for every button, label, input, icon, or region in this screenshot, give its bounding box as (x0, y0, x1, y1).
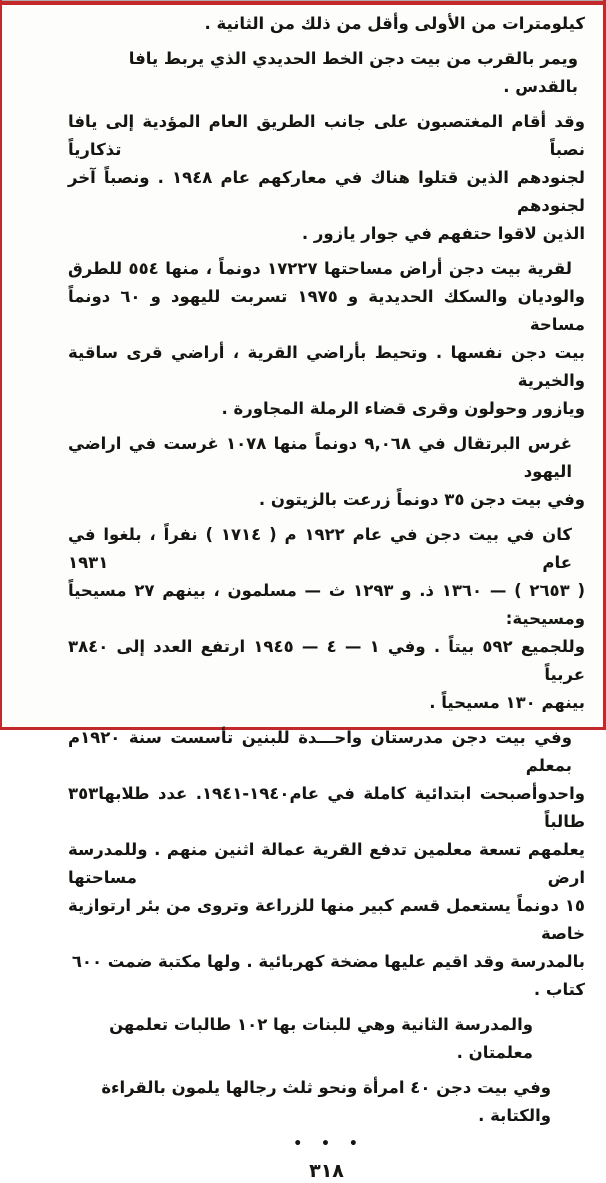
text-line: بينهم ١٣٠ مسيحياً . (429, 693, 585, 712)
paragraph (68, 1011, 585, 1067)
page-body (2, 5, 603, 1183)
text-line: ويازور وحولون وقرى قضاء الرملة المجاورة . (221, 399, 585, 418)
paragraph (68, 255, 585, 423)
text-line: ويمر بالقرب من بيت دجن الخط الحديدي الذي يربط يافا بالقدس . (128, 49, 578, 96)
text-line: وفي بيت دجن ٤٠ امرأة ونحو ثلث رجالها يلمون بالقراءة والكتابة . (101, 1078, 551, 1125)
paragraph (68, 10, 585, 38)
text-line: كيلومترات من الأولى وأقل من ذلك من الثانية . (204, 14, 585, 33)
paragraph (68, 108, 585, 248)
section-separator-dots: • • • (293, 1136, 360, 1152)
text-line: بالمدرسة وقد اقيم عليها مضخة كهربائية . ولها مكتبة ضمت ٦٠٠ كتاب . (71, 952, 585, 999)
paragraph (68, 521, 585, 717)
text-line: ١٥ دونماً يستعمل قسم كبير منها للزراعة وتروى من بئر ارتوازية خاصة (68, 896, 585, 943)
paragraph (68, 1074, 585, 1130)
text-line: غرس البرتقال في ٩,٠٦٨ دونماً منها ١٠٧٨ غرست في اراضي اليهود (68, 434, 573, 481)
text-line: كان في بيت دجن في عام ١٩٢٢ م ( ١٧١٤ ) نفراً ، بلغوا في عام ١٩٣١ (68, 525, 573, 572)
text-line: الذين لاقوا حتفهم في جوار يازور . (301, 224, 585, 243)
paragraph (68, 430, 585, 514)
paragraph (68, 45, 585, 101)
text-line: يعلمهم تسعة معلمين تدفع القرية عمالة اثنين منهم . وللمدرسة ارض مساحتها (68, 840, 585, 887)
paragraph (68, 724, 585, 1004)
text-line: والوديان والسكك الحديدية و ١٩٧٥ تسربت لليهود و ٦٠ دونماً مساحة (68, 287, 585, 334)
text-line: لقرية بيت دجن أراض مساحتها ١٧٢٢٧ دونماً ، منها ٥٥٤ للطرق (68, 259, 572, 278)
text-line: واحدوأصبحت ابتدائية كاملة في عام١٩٤٠-١٩٤١. عدد طلابها٣٥٣ طالباً (68, 784, 585, 831)
text-line: وفي بيت دجن مدرستان واحـــدة للبنين تأسست سنة ١٩٢٠م بمعلم (68, 728, 572, 775)
text-line: بيت دجن نفسها . وتحيط بأراضي القرية ، أراضي قرى ساقية والخيرية (68, 343, 585, 390)
text-line: لجنودهم الذين قتلوا هناك في معاركهم عام ١٩٤٨ . ونصباً آخر لجنودهم (68, 168, 585, 215)
page-number: ٣١٨ (309, 1160, 344, 1182)
text-line: وقد أقام المغتصبون على جانب الطريق العام المؤدية إلى يافا نصباً تذكارياً (68, 112, 585, 159)
text-line: وللجميع ٥٩٢ بيتاً . وفي ١ — ٤ — ١٩٤٥ ارتفع العدد إلى ٣٨٤٠ عربياً (68, 637, 585, 684)
text-line: والمدرسة الثانية وهي للبنات بها ١٠٢ طالبات تعلمهن معلمتان . (109, 1015, 533, 1062)
text-line: وفي بيت دجن ٣٥ دونماً زرعت بالزيتون . (258, 490, 585, 509)
text-line: ( ٢٦٥٣ ) — ١٣٦٠ ذ. و ١٢٩٣ ث — مسلمون ، بينهم ٢٧ مسيحياً ومسيحية: (68, 581, 586, 628)
